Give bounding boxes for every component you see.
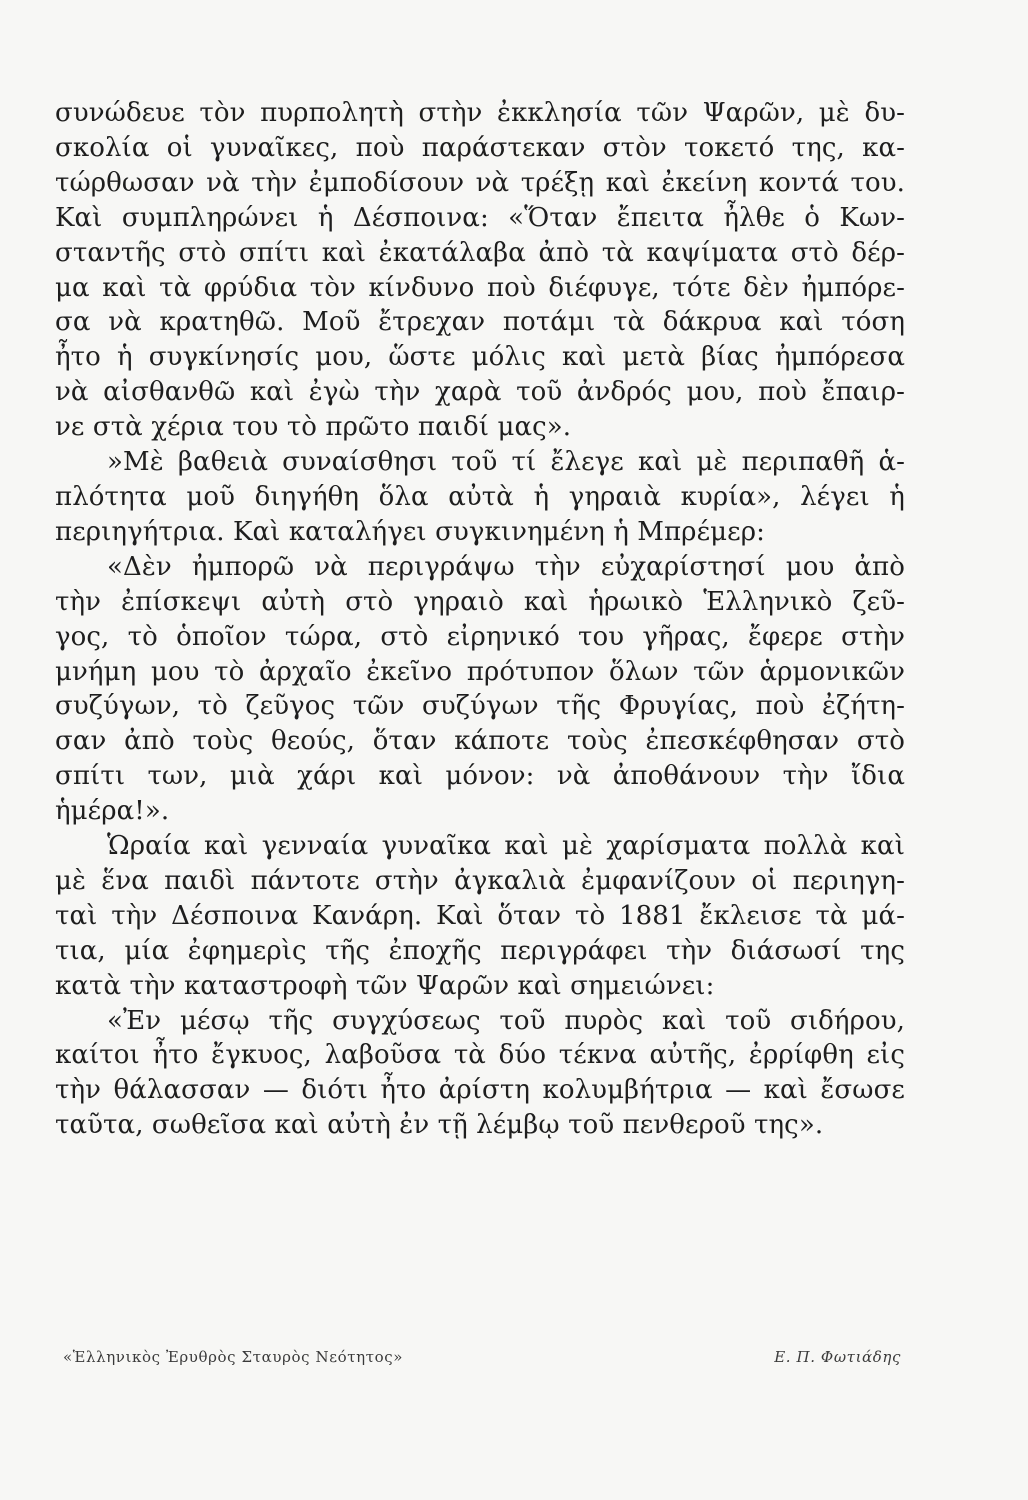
text-line: ἦτο ἡ συγκίνησίς μου, ὥστε μόλις καὶ μετὰ βίας ἠμπόρεσα	[55, 342, 905, 373]
text-line: καίτοι ἦτο ἔγκυος, λαβοῦσα τὰ δύο τέκνα αὐτῆς, ἐρρίφθη εἰς	[55, 1040, 905, 1071]
text-line: μα καὶ τὰ φρύδια τὸν κίνδυνο ποὺ διέφυγε, τότε δὲν ἠμπόρε-	[55, 272, 905, 303]
author-signature: Ε. Π. Φωτιάδης	[774, 1348, 901, 1366]
text-line: σκολία οἱ γυναῖκες, ποὺ παράστεκαν στὸν τοκετό της, κα-	[55, 132, 905, 163]
text-line: τια, μία ἐφημερὶς τῆς ἐποχῆς περιγράφει τὴν διάσωσί της	[55, 935, 905, 966]
text-line: τὴν ἐπίσκεψι αὐτὴ στὸ γηραιὸ καὶ ἡρωικὸ Ἑλληνικὸ ζεῦ-	[55, 586, 905, 617]
text-line: ταῦτα, σωθεῖσα καὶ αὐτὴ ἐν τῇ λέμβῳ τοῦ πενθεροῦ της».	[55, 1110, 824, 1141]
page-footer	[55, 1348, 905, 1372]
text-line: ἡμέρα!».	[55, 796, 170, 827]
text-line: Ὡραία καὶ γενναία γυναῖκα καὶ μὲ χαρίσματα πολλὰ καὶ	[107, 831, 905, 862]
text-line: μνήμη μου τὸ ἀρχαῖο ἐκεῖνο πρότυπον ὅλων τῶν ἁρμονικῶν	[55, 656, 905, 687]
text-line: «Ἐν μέσῳ τῆς συγχύσεως τοῦ πυρὸς καὶ τοῦ σιδήρου,	[107, 1005, 905, 1036]
text-line: συνώδευε τὸν πυρπολητὴ στὴν ἐκκλησία τῶν Ψαρῶν, μὲ δυ-	[55, 98, 905, 128]
text-line: νὰ αἰσθανθῶ καὶ ἐγὼ τὴν χαρὰ τοῦ ἀνδρός μου, ποὺ ἔπαιρ-	[55, 377, 905, 408]
text-line: τὴν θάλασσαν — διότι ἦτο ἀρίστη κολυμβήτρια — καὶ ἔσωσε	[55, 1075, 905, 1106]
text-line: σπίτι των, μιὰ χάρι καὶ μόνον: νὰ ἀποθάνουν τὴν ἴδια	[55, 761, 905, 792]
text-line: σαν ἀπὸ τοὺς θεούς, ὅταν κάποτε τοὺς ἐπεσκέφθησαν στὸ	[55, 726, 905, 757]
text-line: πλότητα μοῦ διηγήθη ὅλα αὐτὰ ἡ γηραιὰ κυρία», λέγει ἡ	[55, 481, 905, 512]
source-citation: «Ἑλληνικὸς Ἐρυθρὸς Σταυρὸς Νεότητος»	[63, 1348, 404, 1366]
text-line: «Δὲν ἠμπορῶ νὰ περιγράψω τὴν εὐχαρίστησί μου ἀπὸ	[107, 551, 905, 582]
text-line: συζύγων, τὸ ζεῦγος τῶν συζύγων τῆς Φρυγίας, ποὺ ἐζήτη-	[55, 691, 905, 722]
text-line: »Μὲ βαθειὰ συναίσθησι τοῦ τί ἔλεγε καὶ μὲ περιπαθῆ ἁ-	[107, 447, 905, 478]
text-line: ταὶ τὴν Δέσποινα Κανάρη. Καὶ ὅταν τὸ 1881 ἔκλεισε τὰ μά-	[55, 900, 905, 931]
text-line: Καὶ συμπληρώνει ἡ Δέσποινα: «Ὅταν ἔπειτα ἦλθε ὁ Κων-	[55, 202, 905, 233]
body-text	[55, 96, 905, 1143]
text-line: τώρθωσαν νὰ τὴν ἐμποδίσουν νὰ τρέξῃ καὶ ἐκείνη κοντά του.	[55, 167, 905, 198]
text-line: νε στὰ χέρια του τὸ πρῶτο παιδί μας».	[55, 412, 572, 443]
text-line: περιηγήτρια. Καὶ καταλήγει συγκινημένη ἡ Μπρέμερ:	[55, 516, 765, 547]
text-line: σταντῆς στὸ σπίτι καὶ ἐκατάλαβα ἀπὸ τὰ καψίματα στὸ δέρ-	[55, 237, 905, 268]
text-line: μὲ ἕνα παιδὶ πάντοτε στὴν ἀγκαλιὰ ἐμφανίζουν οἱ περιηγη-	[55, 865, 905, 896]
text-line: γος, τὸ ὁποῖον τώρα, στὸ εἰρηνικό του γῆρας, ἔφερε στὴν	[55, 621, 905, 652]
text-line: σα νὰ κρατηθῶ. Μοῦ ἔτρεχαν ποτάμι τὰ δάκρυα καὶ τόση	[55, 307, 905, 338]
text-line: κατὰ τὴν καταστροφὴ τῶν Ψαρῶν καὶ σημειώνει:	[55, 970, 715, 1001]
